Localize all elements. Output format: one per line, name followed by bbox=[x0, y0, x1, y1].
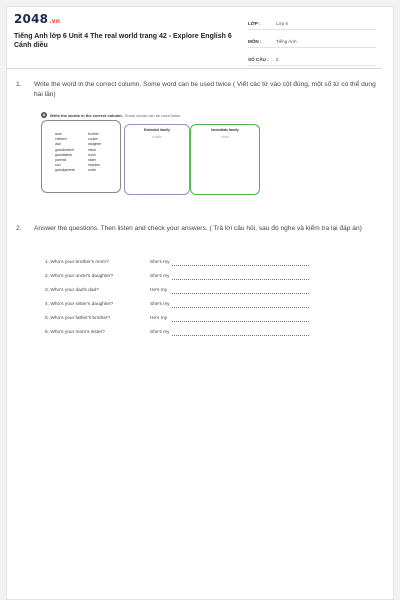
answer-blank-line[interactable] bbox=[172, 265, 309, 266]
word-item: grandparents bbox=[55, 168, 75, 173]
answer-question: 3. Who's your dad's dad? bbox=[45, 288, 99, 293]
answer-prompt: He's my bbox=[150, 316, 168, 321]
meta-info-table bbox=[248, 14, 376, 68]
word-item: parents bbox=[55, 158, 67, 163]
answer-row bbox=[45, 302, 285, 312]
answer-blank-line[interactable] bbox=[172, 335, 309, 336]
immediate-family-example: mom bbox=[221, 135, 229, 139]
answer-prompt: She's my bbox=[150, 274, 170, 279]
answer-row bbox=[45, 288, 285, 298]
question-number: 2. bbox=[16, 225, 22, 232]
word-bank-column-2 bbox=[88, 132, 101, 174]
word-item: niece bbox=[88, 147, 97, 152]
answer-blank-line[interactable] bbox=[172, 307, 309, 308]
answer-prompt: She's my bbox=[150, 330, 170, 335]
answer-blank-line[interactable] bbox=[172, 279, 309, 280]
logo-suffix-text: .vn bbox=[49, 18, 61, 25]
meta-label: SỐ CÂU : bbox=[248, 57, 269, 62]
word-item: daughter bbox=[88, 142, 102, 147]
meta-value: Lớp 6 bbox=[276, 21, 288, 26]
meta-row-question-count bbox=[248, 50, 376, 66]
meta-row-class bbox=[248, 14, 376, 30]
site-logo[interactable] bbox=[14, 12, 60, 26]
word-item: brother bbox=[88, 132, 99, 136]
meta-value: 2 bbox=[276, 57, 279, 62]
header-divider bbox=[6, 68, 382, 69]
word-item: cousin bbox=[88, 137, 98, 142]
meta-row-subject bbox=[248, 32, 376, 48]
word-item: grandmother bbox=[55, 147, 75, 152]
exercise-sub-instruction: Some words can be used twice. bbox=[124, 112, 182, 118]
answer-prompt: She's my bbox=[150, 260, 170, 265]
question-1 bbox=[16, 80, 376, 100]
word-item: mom bbox=[88, 152, 96, 157]
answer-row bbox=[45, 260, 285, 270]
word-item: uncle bbox=[88, 168, 97, 173]
extended-family-example: cousin bbox=[152, 135, 162, 139]
answer-question: 2. Who's your uncle's daughter? bbox=[45, 274, 114, 279]
exercise-instruction bbox=[41, 112, 181, 118]
word-bank-box bbox=[41, 120, 121, 193]
answer-row bbox=[45, 316, 285, 326]
question-text: Write the word in the correct column. Some word can be used twice ( Viết các từ vào cột đúng, một số từ có thể dung hai lần) bbox=[34, 81, 376, 98]
word-item: nephew bbox=[88, 163, 100, 168]
word-item: son bbox=[55, 163, 61, 168]
answer-row bbox=[45, 330, 285, 340]
word-item: aunt bbox=[55, 132, 62, 136]
word-item: grandfather bbox=[55, 152, 73, 157]
answer-question: 4. Who's your sister's daughter? bbox=[45, 302, 114, 307]
exercise-instruction-text: Write the words in the correct column. bbox=[50, 112, 123, 118]
answer-prompt: He's my bbox=[150, 288, 168, 293]
answer-question: 6. Who's your mom's sister? bbox=[45, 330, 105, 335]
document-title: Tiếng Anh lớp 6 Unit 4 The real world trang 42 - Explore English 6 Cánh diều bbox=[14, 33, 232, 49]
answer-question: 1. Who's your brother's mom? bbox=[45, 260, 109, 265]
answer-prompt: She's my bbox=[150, 302, 170, 307]
immediate-family-heading: Immediate family bbox=[211, 128, 239, 132]
answer-blank-line[interactable] bbox=[172, 293, 309, 294]
extended-family-heading: Extended family bbox=[143, 128, 170, 132]
word-item: sister bbox=[88, 158, 97, 163]
meta-value: Tiếng Anh bbox=[276, 39, 297, 44]
meta-label: LỚP : bbox=[248, 21, 261, 26]
logo-main-text: 2048 bbox=[14, 12, 49, 26]
question-text: Answer the questions. Then listen and check your answers. ( Trả lời câu hỏi, sau đó nghe và kiểm tra lại đáp án) bbox=[34, 225, 362, 232]
exercise-badge: A bbox=[42, 112, 46, 117]
answer-question: 5. Who's your father's brother? bbox=[45, 316, 111, 321]
meta-label: MÔN : bbox=[248, 39, 262, 44]
word-bank-column-1 bbox=[55, 132, 75, 174]
answer-blank-line[interactable] bbox=[172, 321, 309, 322]
word-item: dad bbox=[55, 142, 61, 147]
question-2 bbox=[16, 224, 376, 234]
word-item: children bbox=[55, 137, 67, 142]
question-number: 1. bbox=[16, 81, 22, 88]
answer-row bbox=[45, 274, 285, 284]
